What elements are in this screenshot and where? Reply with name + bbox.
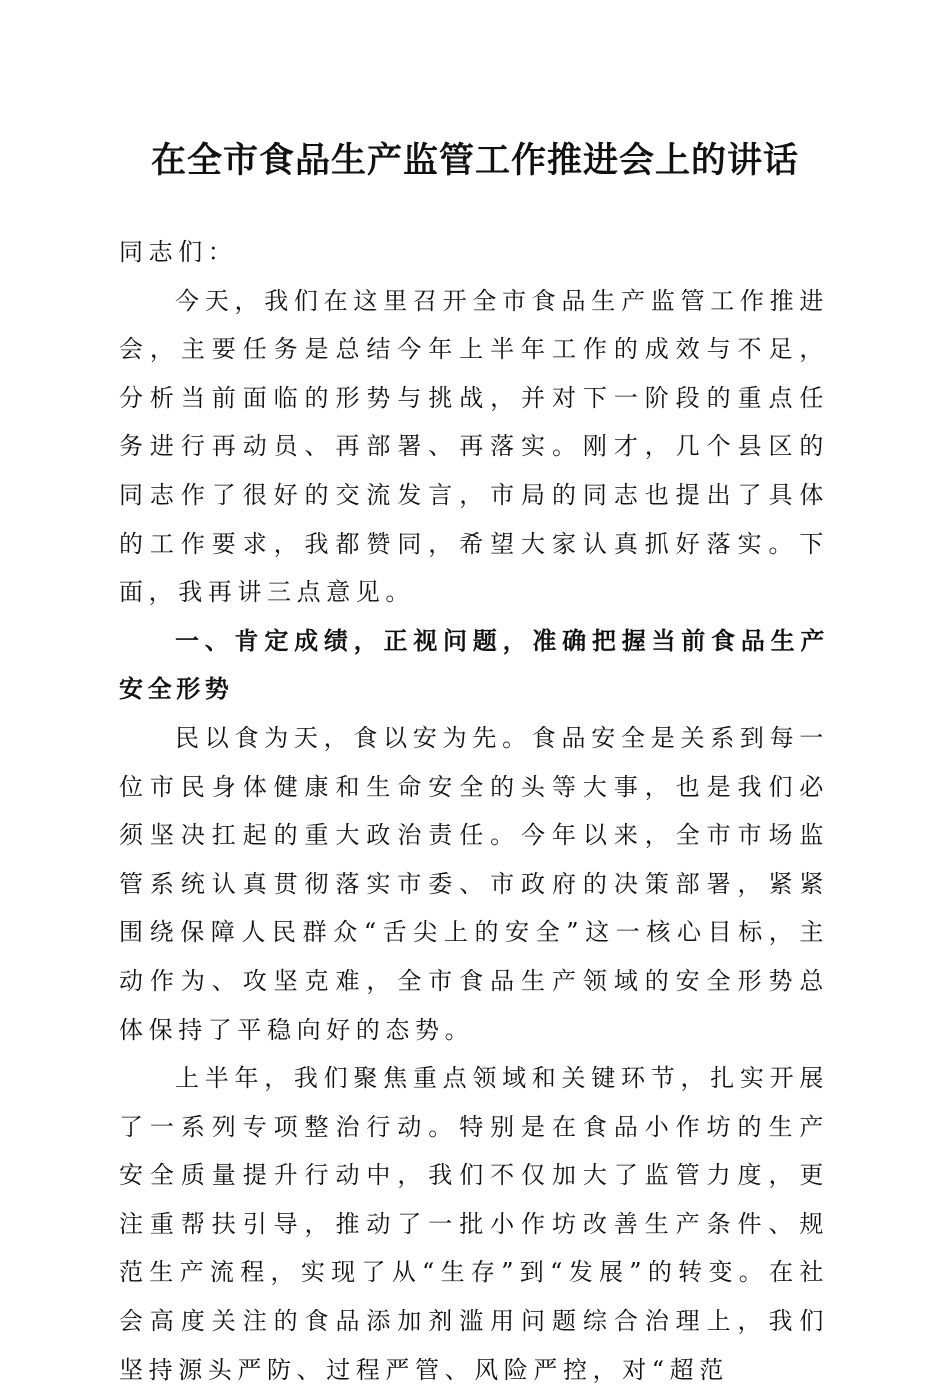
paragraph-first-half: 上半年，我们聚焦重点领域和关键环节，扎实开展了一系列专项整治行动。特别是在食品小作坊的生产安全质量提升行动中，我们不仅加大了监管力度，更注重帮扶引导，推动了一批小作坊改善生产条件、规范生产流程，实现了从“生存”到“发展”的转变。在社会高度关注的食品添加剂滥用问题综合治理上，我们坚持源头严防、过程严管、风险严控，对“超范 (119, 1064, 829, 1384)
paragraph-food-safety: 民以食为天，食以安为先。食品安全是关系到每一位市民身体健康和生命安全的头等大事，也是我们必须坚决扛起的重大政治责任。今年以来，全市市场监管系统认真贯彻落实市委、市政府的决策部署，紧紧围绕保障人民群众“舌尖上的安全”这一核心目标，主动作为、攻坚克难，全市食品生产领域的安全形势总体保持了平稳向好的态势。 (119, 723, 829, 1044)
document-title: 在全市食品生产监管工作推进会上的讲话 (150, 141, 799, 181)
section-heading-1: 一、肯定成绩，正视问题，准确把握当前食品生产安全形势 (119, 626, 829, 704)
document-body (119, 228, 829, 1394)
paragraph-intro: 今天，我们在这里召开全市食品生产监管工作推进会，主要任务是总结今年上半年工作的成效与不足，分析当前面临的形势与挑战，并对下一阶段的重点任务进行再动员、再部署、再落实。刚才，几个县区的同志作了很好的交流发言，市局的同志也提出了具体的工作要求，我都赞同，希望大家认真抓好落实。下面，我再讲三点意见。 (119, 286, 829, 607)
salutation: 同志们： (119, 238, 238, 266)
